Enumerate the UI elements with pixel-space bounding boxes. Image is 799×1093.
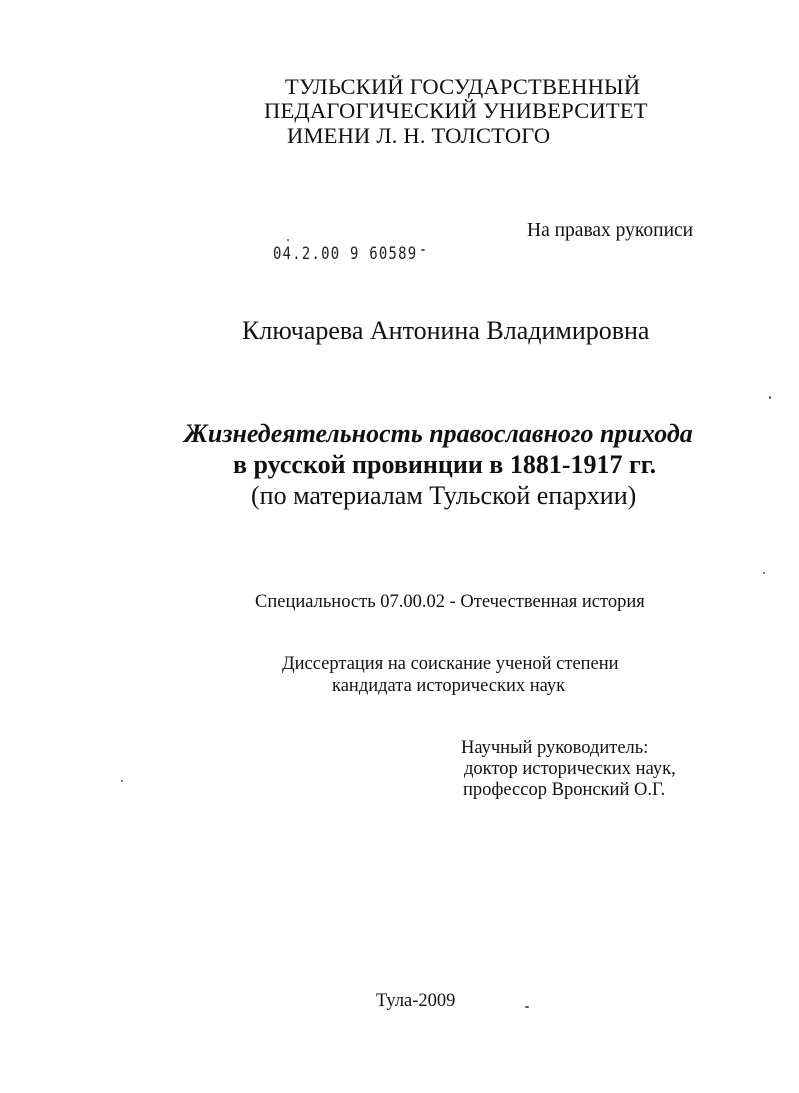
ink-speck <box>421 249 425 251</box>
dissertation-title-line2: в русской провинции в 1881-1917 гг. <box>233 450 657 479</box>
ink-speck <box>287 239 289 241</box>
university-name-line3: ИМЕНИ Л. Н. ТОЛСТОГО <box>287 123 551 148</box>
university-name-line2: ПЕДАГОГИЧЕСКИЙ УНИВЕРСИТЕТ <box>264 98 648 123</box>
supervisor-label: Научный руководитель: <box>461 738 649 758</box>
supervisor-degree: доктор исторических наук, <box>464 759 676 779</box>
author-name: Ключарева Антонина Владимировна <box>242 316 650 345</box>
dissertation-title-line1: Жизнедеятельность православного прихода <box>184 419 693 448</box>
degree-line2: кандидата исторических наук <box>332 676 566 696</box>
registration-code: 04.2.00 9 60589 <box>273 244 418 264</box>
supervisor-name: профессор Вронский О.Г. <box>463 780 666 800</box>
ink-speck <box>763 572 765 574</box>
degree-line1: Диссертация на соискание ученой степени <box>282 654 619 674</box>
ink-speck <box>525 1006 529 1008</box>
city-year: Тула-2009 <box>376 991 456 1011</box>
dissertation-title-line3: (по материалам Тульской епархии) <box>251 481 637 510</box>
manuscript-rights-note: На правах рукописи <box>527 220 694 241</box>
specialty: Специальность 07.00.02 - Отечественная история <box>255 592 645 612</box>
ink-speck <box>121 780 123 782</box>
university-name-line1: ТУЛЬСКИЙ ГОСУДАРСТВЕННЫЙ <box>285 74 641 99</box>
ink-speck <box>769 396 771 399</box>
